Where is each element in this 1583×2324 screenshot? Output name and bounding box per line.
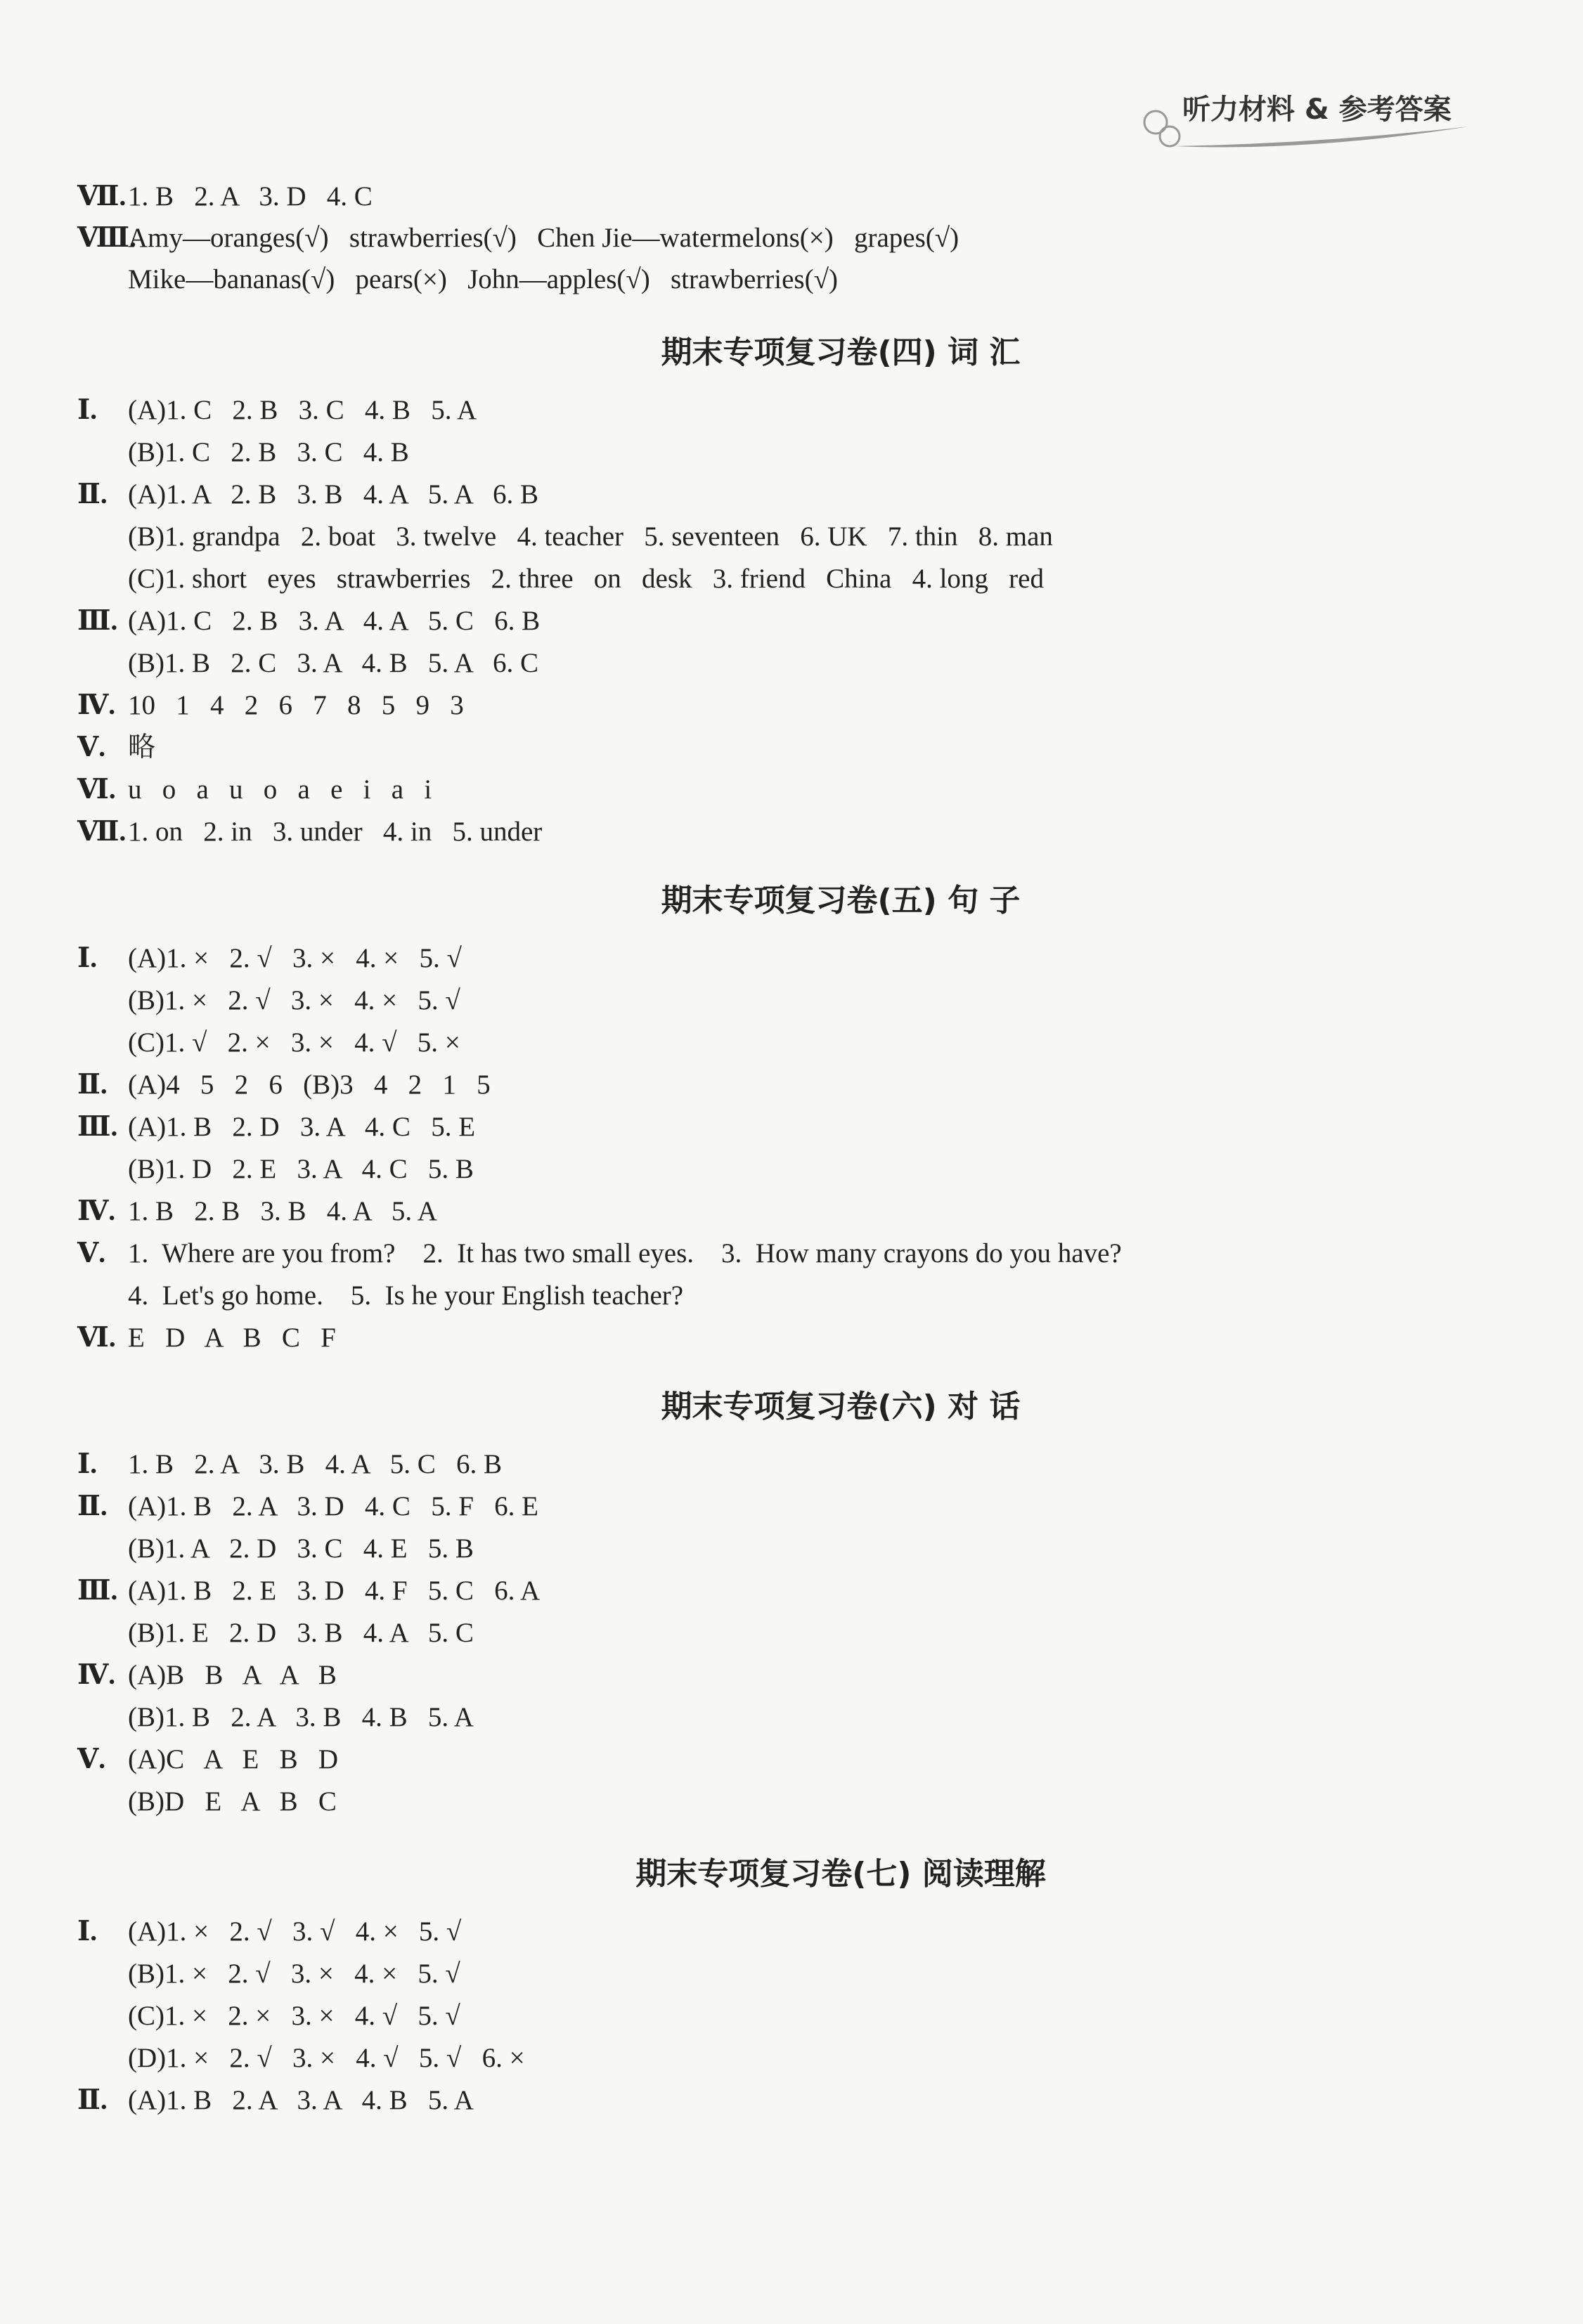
answer-line: (A)4 5 2 6 (B)3 4 2 1 5: [128, 1070, 491, 1100]
answer-line: Ⅴ.: [77, 1238, 106, 1268]
answer-line: Ⅶ.: [77, 817, 127, 847]
answer-line: u o a u o a e i a i: [128, 774, 432, 805]
answer-line: Ⅰ.: [77, 1449, 97, 1479]
answer-line: Ⅲ.: [77, 606, 118, 636]
answer-line: (A)1. C 2. B 3. C 4. B 5. A: [128, 395, 477, 425]
answer-line: Ⅲ.: [77, 1112, 118, 1142]
answer-line: 1. B 2. A 3. B 4. A 5. C 6. B: [128, 1449, 503, 1479]
answer-line: Ⅷ.: [77, 223, 136, 253]
answer-line: (B)1. B 2. C 3. A 4. B 5. A 6. C: [128, 648, 539, 678]
swoosh-icon: [1167, 124, 1476, 152]
answer-line: (A)1. × 2. √ 3. × 4. × 5. √: [128, 943, 462, 973]
answer-line: Ⅲ.: [77, 1576, 118, 1606]
answer-line: Ⅶ.: [77, 181, 127, 212]
answer-line: 1. Where are you from? 2. It has two small eyes. 3. How many crayons do you have?: [128, 1238, 1122, 1268]
section-title: 期末专项复习卷(六) 对 话: [661, 1389, 1021, 1424]
answer-line: (B)1. × 2. √ 3. × 4. × 5. √: [128, 985, 460, 1015]
page-header: [1139, 83, 1490, 160]
answer-line: 1. on 2. in 3. under 4. in 5. under: [128, 817, 543, 847]
answer-line: Ⅳ.: [77, 690, 116, 720]
answer-line: (B)1. A 2. D 3. C 4. E 5. B: [128, 1533, 474, 1564]
answer-line: Ⅱ.: [77, 479, 108, 509]
answer-line: (B)1. × 2. √ 3. × 4. × 5. √: [128, 1959, 460, 1989]
answer-line: (A)B B A A B: [128, 1660, 337, 1690]
answer-line: (A)1. B 2. A 3. A 4. B 5. A: [128, 2085, 474, 2115]
answer-line: Ⅴ.: [77, 732, 106, 762]
answer-line: (B)1. grandpa 2. boat 3. twelve 4. teacher 5. seventeen 6. UK 7. thin 8. man: [128, 521, 1053, 552]
answer-line: Ⅰ.: [77, 395, 97, 425]
answer-line: Ⅱ.: [77, 2085, 108, 2115]
answer-line: (C)1. √ 2. × 3. × 4. √ 5. ×: [128, 1027, 460, 1058]
answer-line: Ⅱ.: [77, 1070, 108, 1100]
header-title: 听力材料 & 参考答案: [1182, 93, 1452, 126]
answer-line: (A)1. B 2. E 3. D 4. F 5. C 6. A: [128, 1576, 541, 1606]
answer-line: E D A B C F: [128, 1323, 336, 1353]
answer-line: (B)1. E 2. D 3. B 4. A 5. C: [128, 1618, 474, 1648]
answer-line: 4. Let's go home. 5. Is he your English teacher?: [128, 1280, 684, 1311]
answer-line: 1. B 2. A 3. D 4. C: [128, 181, 373, 212]
answer-line: Mike—bananas(√) pears(×) John—apples(√) strawberries(√): [128, 264, 838, 294]
section-title: 期末专项复习卷(四) 词 汇: [661, 335, 1021, 370]
answer-line: (A)1. B 2. D 3. A 4. C 5. E: [128, 1112, 476, 1142]
section-title: 期末专项复习卷(五) 句 子: [661, 883, 1021, 918]
answer-line: Ⅵ.: [77, 1323, 116, 1353]
answer-line: 10 1 4 2 6 7 8 5 9 3: [128, 690, 464, 720]
answer-line: (A)1. C 2. B 3. A 4. A 5. C 6. B: [128, 606, 541, 636]
answer-line: (C)1. short eyes strawberries 2. three on desk 3. friend China 4. long red: [128, 564, 1044, 594]
answer-line: (A)1. × 2. √ 3. √ 4. × 5. √: [128, 1916, 462, 1947]
answer-line: Ⅳ.: [77, 1660, 116, 1690]
answer-line: (B)D E A B C: [128, 1786, 337, 1817]
answer-line: (C)1. × 2. × 3. × 4. √ 5. √: [128, 2001, 460, 2031]
section-title: 期末专项复习卷(七) 阅读理解: [635, 1856, 1046, 1892]
answer-line: 1. B 2. B 3. B 4. A 5. A: [128, 1196, 437, 1226]
answer-line: (A)C A E B D: [128, 1744, 339, 1774]
answer-line: (D)1. × 2. √ 3. × 4. √ 5. √ 6. ×: [128, 2043, 525, 2073]
answer-line: Ⅰ.: [77, 1916, 97, 1947]
answer-line: Ⅵ.: [77, 774, 116, 805]
answer-line: (B)1. C 2. B 3. C 4. B: [128, 437, 409, 467]
answer-line: Ⅴ.: [77, 1744, 106, 1774]
answer-line: (B)1. D 2. E 3. A 4. C 5. B: [128, 1154, 474, 1184]
answer-line: (A)1. A 2. B 3. B 4. A 5. A 6. B: [128, 479, 539, 509]
answer-line: Ⅱ.: [77, 1491, 108, 1521]
answer-line: Ⅰ.: [77, 943, 97, 973]
answer-line: (A)1. B 2. A 3. D 4. C 5. F 6. E: [128, 1491, 538, 1521]
answer-line: Ⅳ.: [77, 1196, 116, 1226]
answer-line: Amy—oranges(√) strawberries(√) Chen Jie—watermelons(×) grapes(√): [128, 223, 960, 253]
answer-line: 略: [128, 732, 156, 762]
answer-line: (B)1. B 2. A 3. B 4. B 5. A: [128, 1702, 474, 1732]
